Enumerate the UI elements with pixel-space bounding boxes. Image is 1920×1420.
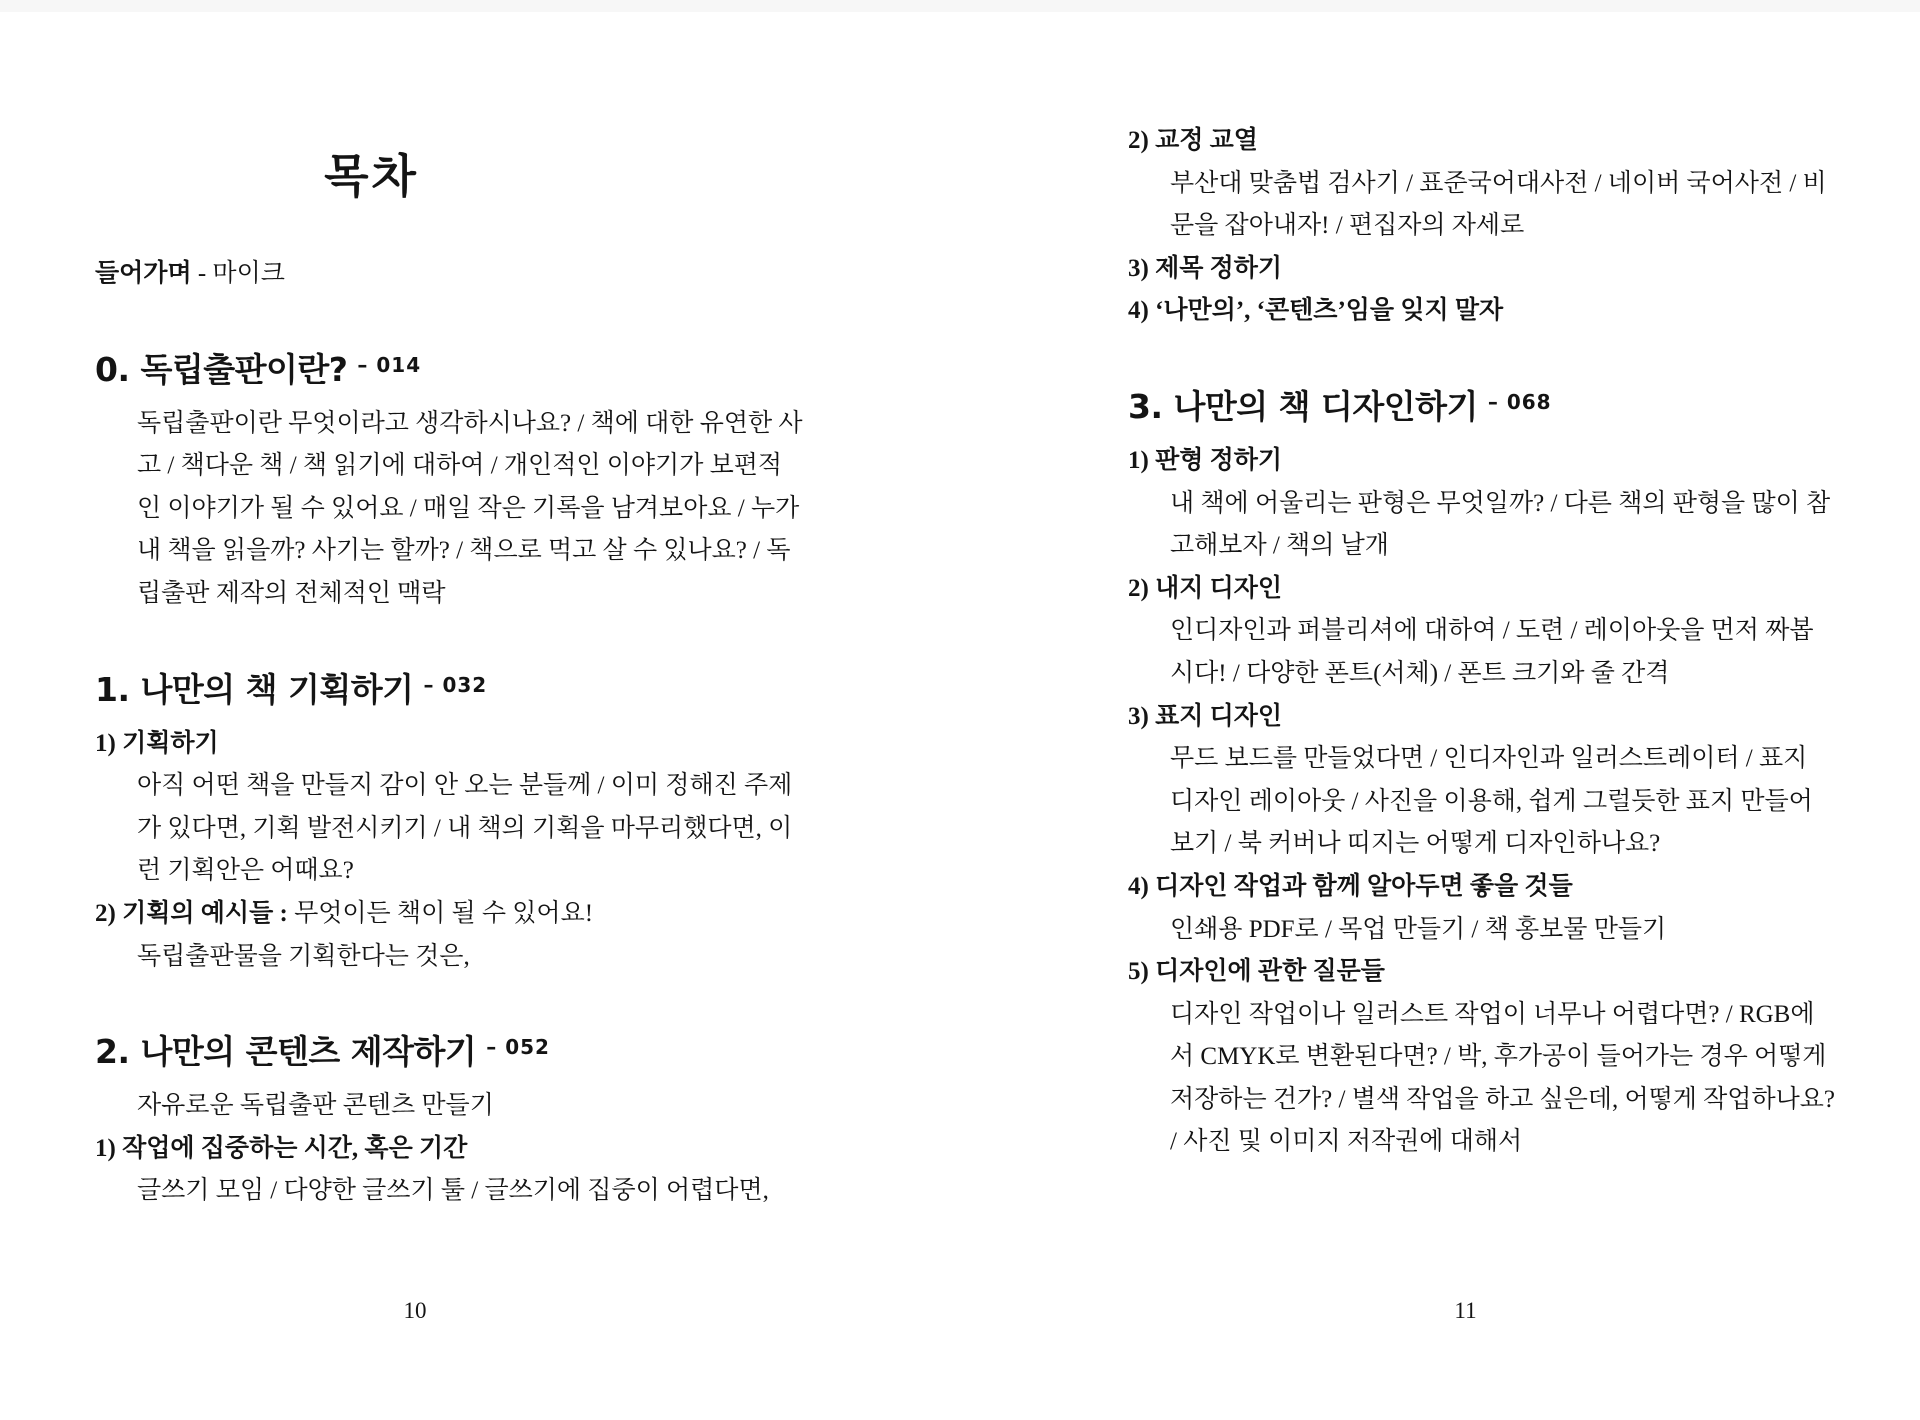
- page-number-right: 11: [1454, 1298, 1477, 1323]
- toc-subitem: [95, 1128, 763, 1171]
- toc-subitem: [1128, 120, 1803, 163]
- toc-subitem: [1128, 440, 1803, 483]
- intro-label: 들어가며: [95, 258, 192, 287]
- section-page-ref: – 068: [1487, 389, 1552, 414]
- page-number-left: 10: [403, 1298, 427, 1323]
- toc-body-line: 립출판 제작의 전체적인 맥락: [137, 579, 446, 607]
- toc-body-line: 내 책에 어울리는 판형은 무엇일까? / 다른 책의 판형을 많이 참: [1170, 489, 1831, 517]
- toc-body-line: 시다! / 다양한 폰트(서체) / 폰트 크기와 줄 간격: [1170, 659, 1670, 687]
- toc-body-line: 독립출판이란 무엇이라고 생각하시나요? / 책에 대한 유연한 사: [137, 409, 803, 437]
- subitem-label: 2) 내지 디자인: [1128, 574, 1283, 602]
- toc-body-line: 자유로운 독립출판 콘텐츠 만들기: [137, 1092, 494, 1120]
- toc-body-line: 인디자인과 퍼블리셔에 대하여 / 도련 / 레이아웃을 먼저 짜봅: [1170, 617, 1814, 645]
- toc-body-line: 보기 / 북 커버나 띠지는 어떻게 디자인하나요?: [1170, 830, 1661, 858]
- section-page-ref: – 014: [357, 352, 422, 377]
- page-left: [95, 0, 803, 1420]
- toc-body-line: 서 CMYK로 변환된다면? / 박, 후가공이 들어가는 경우 어떻게: [1170, 1043, 1827, 1071]
- toc-section-heading: [1128, 385, 1803, 433]
- toc-body-line: 디자인 레이아웃 / 사진을 이용해, 쉽게 그럴듯한 표지 만들어: [1170, 787, 1813, 815]
- toc-body-line: / 사진 및 이미지 저작권에 대해서: [1170, 1128, 1523, 1156]
- toc-subitem: [1128, 248, 1803, 291]
- section-page-ref: – 032: [423, 672, 488, 697]
- toc-body-line: 아직 어떤 책을 만들지 감이 안 오는 분들께 / 이미 정해진 주제: [137, 772, 793, 800]
- section-title: 3. 나만의 책 디자인하기: [1128, 386, 1478, 426]
- toc-body-line: 고해보자 / 책의 날개: [1170, 532, 1389, 560]
- subitem-label: 2) 기획의 예시들 :: [95, 899, 288, 927]
- toc-body-line: 부산대 맞춤법 검사기 / 표준국어대사전 / 네이버 국어사전 / 비: [1170, 169, 1827, 197]
- subitem-label: 1) 작업에 집중하는 시간, 혹은 기간: [95, 1134, 468, 1162]
- toc-subitem: [95, 893, 763, 936]
- toc-subitem: [1128, 568, 1803, 611]
- page-right-content: [1128, 0, 1835, 1164]
- subitem-label: 3) 표지 디자인: [1128, 702, 1283, 730]
- toc-body-line: 런 기획안은 어때요?: [137, 857, 354, 885]
- section-page-ref: – 052: [486, 1035, 550, 1060]
- toc-subitem: [1128, 696, 1803, 739]
- toc-body-line: 고 / 책다운 책 / 책 읽기에 대하여 / 개인적인 이야기가 보편적: [137, 452, 783, 480]
- subitem-label: 1) 판형 정하기: [1128, 446, 1283, 474]
- toc-section-heading: [95, 348, 763, 396]
- toc-body-line: 내 책을 읽을까? 사기는 할까? / 책으로 먹고 살 수 있나요? / 독: [137, 537, 791, 565]
- toc-body-line: 무드 보드를 만들었다면 / 인디자인과 일러스트레이터 / 표지: [1170, 745, 1808, 773]
- toc-body-line: 디자인 작업이나 일러스트 작업이 너무나 어렵다면? / RGB에: [1170, 1000, 1815, 1028]
- toc-title: 목차: [324, 149, 419, 203]
- toc-subitem: [1128, 951, 1803, 994]
- section-title: 2. 나만의 콘텐츠 제작하기: [95, 1032, 477, 1072]
- subitem-label: 4) ‘나만의’, ‘콘텐츠’임을 잊지 말자: [1128, 297, 1504, 325]
- toc-section-heading: [95, 668, 763, 716]
- page-left-content: [95, 0, 803, 1213]
- subitem-label: 5) 디자인에 관한 질문들: [1128, 958, 1385, 986]
- section-title: 1. 나만의 책 기획하기: [95, 669, 414, 709]
- toc-subitem: [1128, 290, 1803, 333]
- toc-body-line: 글쓰기 모임 / 다양한 글쓰기 툴 / 글쓰기에 집중이 어렵다면,: [137, 1177, 769, 1205]
- subitem-label: 2) 교정 교열: [1128, 127, 1258, 154]
- subitem-label: 4) 디자인 작업과 함께 알아두면 좋을 것들: [1128, 872, 1573, 900]
- toc-body-line: 저장하는 건가? / 별색 작업을 하고 싶은데, 어떻게 작업하나요?: [1170, 1085, 1835, 1113]
- toc-section-heading: [95, 1030, 763, 1078]
- subitem-label: 1) 기획하기: [95, 729, 219, 757]
- intro-author: - 마이크: [191, 260, 285, 287]
- toc-intro: [95, 252, 763, 296]
- subitem-text: 무엇이든 책이 될 수 있어요!: [287, 899, 594, 927]
- subitem-label: 3) 제목 정하기: [1128, 254, 1283, 282]
- page-right: [1128, 0, 1835, 1420]
- toc-body-line: 독립출판물을 기획한다는 것은,: [137, 942, 470, 970]
- toc-subitem: [1128, 866, 1803, 909]
- toc-body-line: 인쇄용 PDF로 / 목업 만들기 / 책 홍보물 만들기: [1170, 915, 1667, 943]
- section-title: 0. 독립출판이란?: [95, 349, 348, 389]
- toc-subitem: [95, 723, 763, 766]
- toc-body-line: 문을 잡아내자! / 편집자의 자세로: [1170, 212, 1525, 240]
- toc-body-line: 인 이야기가 될 수 있어요 / 매일 작은 기록을 남겨보아요 / 누가: [137, 494, 800, 522]
- toc-body-line: 가 있다면, 기획 발전시키기 / 내 책의 기획을 마무리했다면, 이: [137, 814, 793, 842]
